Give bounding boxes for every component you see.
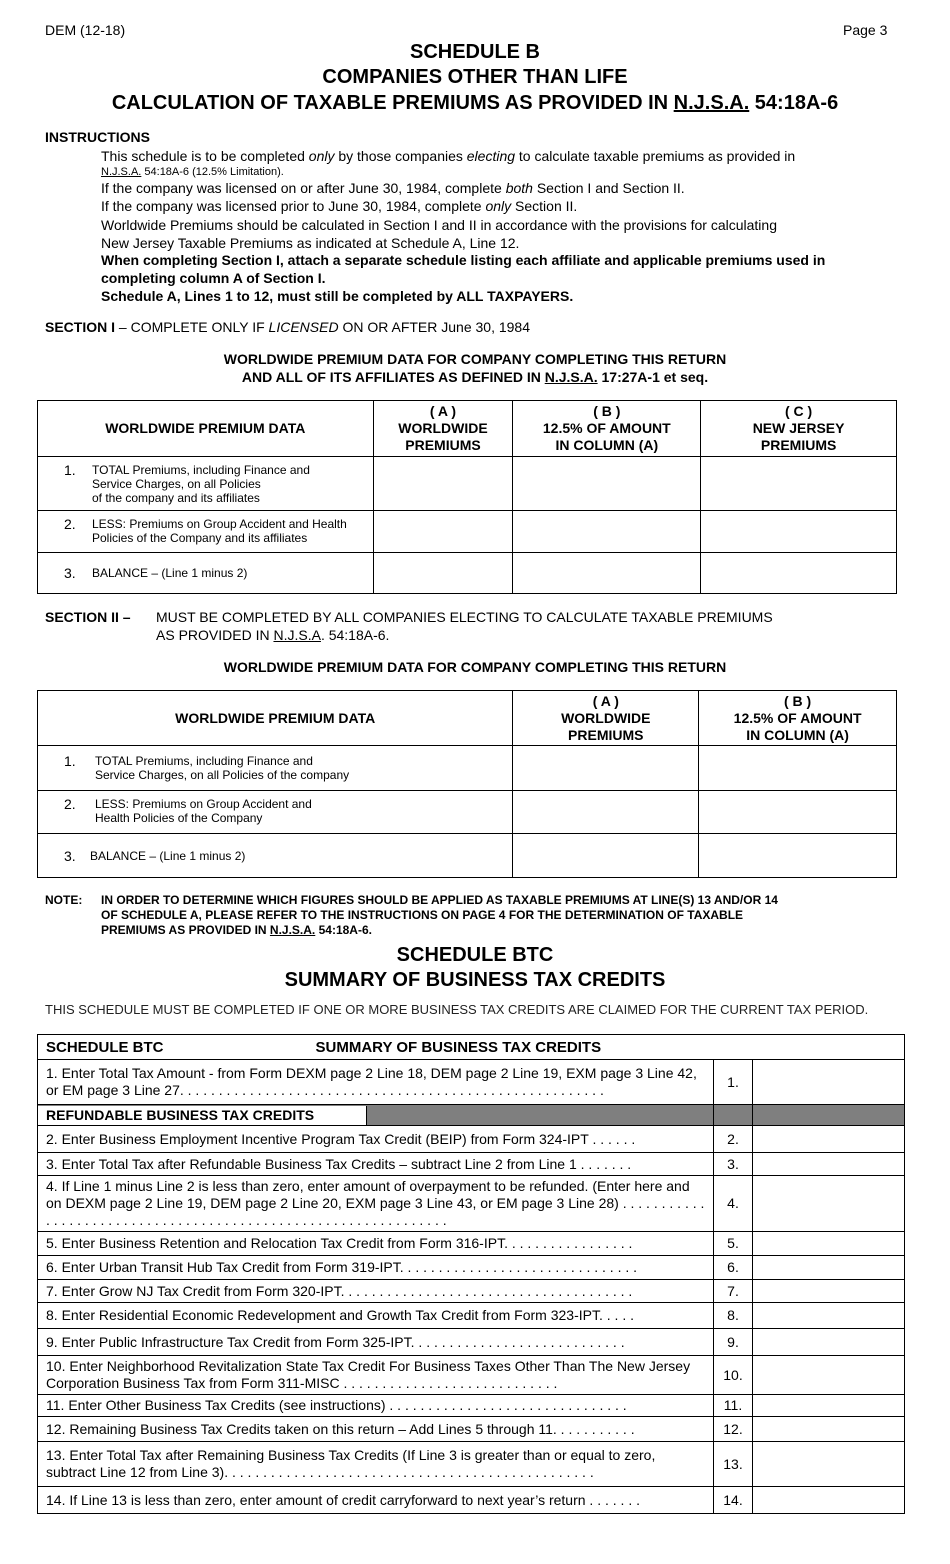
btc-line-14: 14. If Line 13 is less than zero, enter amount of credit carryforward to next year’s return . . . . . . . 14. <box>38 1487 905 1514</box>
input-cell[interactable] <box>513 457 701 511</box>
section-2-subheading: WORLDWIDE PREMIUM DATA FOR COMPANY COMPLETING THIS RETURN <box>223 659 727 675</box>
instruction-line: N.J.S.A. 54:18A-6 (12.5% Limitation). <box>101 166 284 178</box>
line-11-input[interactable] <box>753 1395 905 1417</box>
table-row: 1. TOTAL Premiums, including Finance and Service Charges, on all Policies of the company <box>38 746 897 791</box>
note: NOTE: IN ORDER TO DETERMINE WHICH FIGURES SHOULD BE APPLIED AS TAXABLE PREMIUMS AT LINE(S) 13 AND/OR 14 OF SCHEDULE A, PLEASE REFER TO THE INSTRUCTIONS ON PAGE 4 FOR THE DETERMINATION OF TAXABLE PREMIUMS AS PROVIDED IN N.J.S.A. 54:18A-6. <box>45 893 778 937</box>
btc-line-1: 1. Enter Total Tax Amount - from Form DEXM page 2 Line 18, DEM page 2 Line 19, EXM page 3 Line 42, or EM page 3 Line 27. . . . . . . . . . . . . . . . . . . . . . . . . . . . . . . . . . . . . . . . . . . . . . . . . . . . . . . 1. <box>38 1060 905 1105</box>
input-cell[interactable] <box>513 791 699 834</box>
schedule-b-subtitle: COMPANIES OTHER THAN LIFE <box>322 66 628 88</box>
btc-table-header: SCHEDULE BTC SUMMARY OF BUSINESS TAX CREDITS <box>38 1035 905 1060</box>
btc-line-11: 11. Enter Other Business Tax Credits (see instructions) . . . . . . . . . . . . . . . . . . . . . . . . . . . . . . . 11. <box>38 1395 905 1417</box>
line-6-input[interactable] <box>753 1256 905 1280</box>
input-cell[interactable] <box>373 511 513 553</box>
input-cell[interactable] <box>699 746 897 791</box>
input-cell[interactable] <box>699 791 897 834</box>
line-3-input[interactable] <box>753 1153 905 1176</box>
line-9-input[interactable] <box>753 1329 905 1356</box>
table-row: 1. TOTAL Premiums, including Finance and Service Charges, on all Policies of the company and its affiliates <box>38 457 897 511</box>
col-header-a: ( A ) WORLDWIDE PREMIUMS <box>373 401 513 457</box>
btc-line-4: 4. If Line 1 minus Line 2 is less than zero, enter amount of overpayment to be refunded. (Enter here and on DEXM page 2 Line 19, DEM page 2 Line 20, EXM page 3 Line 43, or EM page 3 Line 28) . . . . . . . . . . . . . . . . . . . . . . . . . . . . . . . . . . . . . . . . . . . . . . . . . . . . . . . . . . . . . . . 4. <box>38 1176 905 1232</box>
section-1-table <box>37 400 897 594</box>
section-2-label: SECTION II – <box>45 609 131 625</box>
input-cell[interactable] <box>701 457 897 511</box>
line-8-input[interactable] <box>753 1303 905 1329</box>
btc-line-9: 9. Enter Public Infrastructure Tax Credit from Form 325-IPT. . . . . . . . . . . . . . . . . . . . . . . . . . . . 9. <box>38 1329 905 1356</box>
input-cell[interactable] <box>701 553 897 594</box>
col-header-a: ( A ) WORLDWIDE PREMIUMS <box>513 691 699 746</box>
input-cell[interactable] <box>513 746 699 791</box>
section-2-text: AS PROVIDED IN N.J.S.A. 54:18A-6. <box>156 627 390 643</box>
instruction-line: New Jersey Taxable Premiums as indicated at Schedule A, Line 12. <box>101 235 520 251</box>
line-10-input[interactable] <box>753 1356 905 1395</box>
input-cell[interactable] <box>699 834 897 878</box>
page-number: Page 3 <box>843 22 888 38</box>
input-cell[interactable] <box>701 511 897 553</box>
instruction-line: This schedule is to be completed only by those companies electing to calculate taxable premiums as provided in <box>101 148 796 164</box>
col-header-data: WORLDWIDE PREMIUM DATA <box>38 401 374 457</box>
btc-intro: THIS SCHEDULE MUST BE COMPLETED IF ONE OR MORE BUSINESS TAX CREDITS ARE CLAIMED FOR THE CURRENT TAX PERIOD. <box>45 1002 869 1017</box>
line-5-input[interactable] <box>753 1232 905 1256</box>
col-header-data: WORLDWIDE PREMIUM DATA <box>38 691 513 746</box>
line-12-input[interactable] <box>753 1417 905 1442</box>
btc-line-13: 13. Enter Total Tax after Remaining Business Tax Credits (If Line 3 is greater than or equal to zero, subtract Line 12 from Line 3). . . . . . . . . . . . . . . . . . . . . . . . . . . . . . . . . . . . . . . . . . . . . . . . 13. <box>38 1442 905 1487</box>
input-cell[interactable] <box>513 834 699 878</box>
instruction-line: Schedule A, Lines 1 to 12, must still be completed by ALL TAXPAYERS. <box>101 288 574 304</box>
instruction-line: Worldwide Premiums should be calculated in Section I and II in accordance with the provisions for calculating <box>101 217 777 233</box>
col-header-b: ( B ) 12.5% OF AMOUNT IN COLUMN (A) <box>513 401 701 457</box>
schedule-btc-title: SCHEDULE BTC <box>396 944 554 966</box>
line-13-input[interactable] <box>753 1442 905 1487</box>
instruction-line: When completing Section I, attach a separate schedule listing each affiliate and applicable premiums used in <box>101 252 826 268</box>
line-7-input[interactable] <box>753 1280 905 1303</box>
table-row: 2. LESS: Premiums on Group Accident and Health Policies of the Company and its affiliates <box>38 511 897 553</box>
input-cell[interactable] <box>373 553 513 594</box>
btc-line-12: 12. Remaining Business Tax Credits taken on this return – Add Lines 5 through 11. . . . . . . . . . . 12. <box>38 1417 905 1442</box>
col-header-b: ( B ) 12.5% OF AMOUNT IN COLUMN (A) <box>699 691 897 746</box>
btc-line-6: 6. Enter Urban Transit Hub Tax Credit from Form 319-IPT. . . . . . . . . . . . . . . . . . . . . . . . . . . . . . . 6. <box>38 1256 905 1280</box>
refundable-header-row: REFUNDABLE BUSINESS TAX CREDITS <box>38 1105 905 1126</box>
line-14-input[interactable] <box>753 1487 905 1514</box>
section-1-subheading: AND ALL OF ITS AFFILIATES AS DEFINED IN N.J.S.A. 17:27A-1 et seq. <box>241 369 709 385</box>
btc-line-3: 3. Enter Total Tax after Refundable Business Tax Credits – subtract Line 2 from Line 1 . . . . . . . 3. <box>38 1153 905 1176</box>
btc-line-2: 2. Enter Business Employment Incentive Program Tax Credit (BEIP) from Form 324-IPT . . . . . . 2. <box>38 1126 905 1153</box>
instruction-line: completing column A of Section I. <box>101 270 326 286</box>
table-row: 3. BALANCE – (Line 1 minus 2) <box>38 834 897 878</box>
instruction-line: If the company was licensed on or after June 30, 1984, complete both Section I and Section II. <box>101 180 685 196</box>
btc-line-8: 8. Enter Residential Economic Redevelopment and Growth Tax Credit from Form 323-IPT. . . . . 8. <box>38 1303 905 1329</box>
section-2-text: MUST BE COMPLETED BY ALL COMPANIES ELECTING TO CALCULATE TAXABLE PREMIUMS <box>156 609 773 625</box>
table-row: 2. LESS: Premiums on Group Accident and Health Policies of the Company <box>38 791 897 834</box>
line-1-input[interactable] <box>753 1060 905 1105</box>
form-code: DEM (12-18) <box>45 22 126 38</box>
section-1-heading: SECTION I – COMPLETE ONLY IF LICENSED ON OR AFTER June 30, 1984 <box>45 319 530 335</box>
instructions-heading: INSTRUCTIONS <box>45 129 150 145</box>
schedule-b-heading: CALCULATION OF TAXABLE PREMIUMS AS PROVIDED IN N.J.S.A. 54:18A-6 <box>111 92 839 114</box>
schedule-b-title: SCHEDULE B <box>409 41 540 63</box>
btc-table <box>37 1034 905 1514</box>
line-2-input[interactable] <box>753 1126 905 1153</box>
btc-line-7: 7. Enter Grow NJ Tax Credit from Form 320-IPT. . . . . . . . . . . . . . . . . . . . . . . . . . . . . . . . . . . . . . 7. <box>38 1280 905 1303</box>
input-cell[interactable] <box>513 553 701 594</box>
line-4-input[interactable] <box>753 1176 905 1232</box>
input-cell[interactable] <box>513 511 701 553</box>
instruction-line: If the company was licensed prior to June 30, 1984, complete only Section II. <box>101 198 578 214</box>
input-cell[interactable] <box>373 457 513 511</box>
btc-line-5: 5. Enter Business Retention and Relocation Tax Credit from Form 316-IPT. . . . . . . . . . . . . . . . . 5. <box>38 1232 905 1256</box>
btc-line-10: 10. Enter Neighborhood Revitalization State Tax Credit For Business Taxes Other Than The New Jersey Corporation Business Tax from Form 311-MISC . . . . . . . . . . . . . . . . . . . . . . . . . . . . 10. <box>38 1356 905 1395</box>
col-header-c: ( C ) NEW JERSEY PREMIUMS <box>701 401 897 457</box>
section-1-subheading: WORLDWIDE PREMIUM DATA FOR COMPANY COMPLETING THIS RETURN <box>223 351 727 367</box>
section-2-table <box>37 690 897 878</box>
schedule-btc-subtitle: SUMMARY OF BUSINESS TAX CREDITS <box>284 969 666 991</box>
table-row: 3. BALANCE – (Line 1 minus 2) <box>38 553 897 594</box>
